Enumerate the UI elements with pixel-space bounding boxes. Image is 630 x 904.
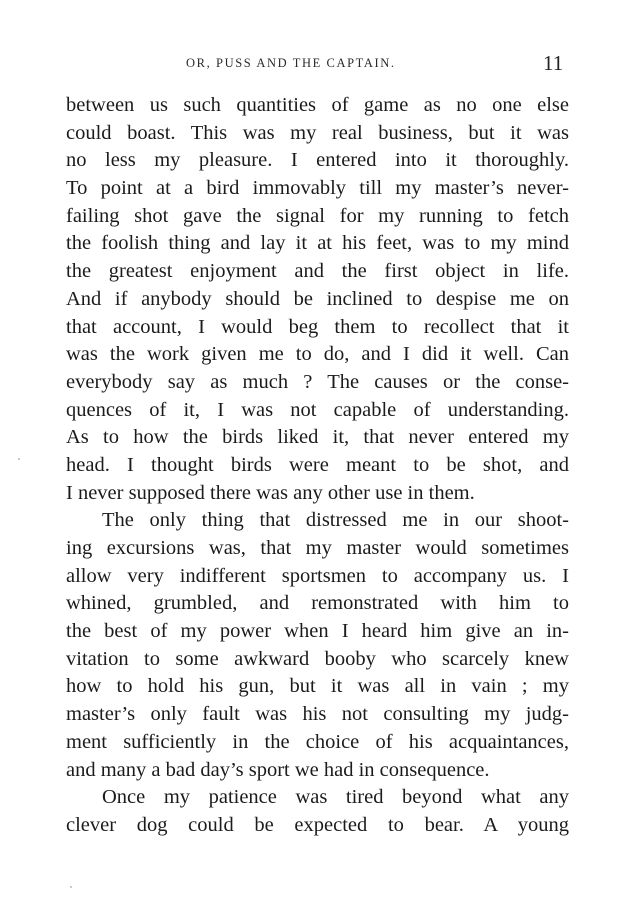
text-line: no less my pleasure. I entered into it thoroughly. xyxy=(66,149,569,172)
text-line: ing excursions was, that my master would sometimes xyxy=(66,537,569,559)
text-line: everybody say as much ? The causes or the conse- xyxy=(66,370,569,393)
text-line: the greatest enjoyment and the first object in life. xyxy=(66,260,569,283)
text-line: was the work given me to do, and I did it well. Can xyxy=(66,343,569,366)
paragraph-start-line: The only thing that distressed me in our shoot- xyxy=(102,509,569,532)
running-head xyxy=(0,51,630,75)
text-line: vitation to some awkward booby who scarcely knew xyxy=(66,647,569,670)
text-line: allow very indifferent sportsmen to accompany us. I xyxy=(66,564,569,587)
text-line: quences of it, I was not capable of understanding. xyxy=(66,398,569,421)
text-line: head. I thought birds were meant to be shot, and xyxy=(66,453,569,476)
text-line: And if anybody should be inclined to despise me on xyxy=(66,287,569,310)
text-line: I never supposed there was any other use in them. xyxy=(66,481,475,504)
running-head-title: OR, PUSS AND THE CAPTAIN. xyxy=(186,56,396,70)
paragraph-start-line: Once my patience was tired beyond what any xyxy=(102,786,569,809)
text-line: the best of my power when I heard him give an in- xyxy=(66,620,569,643)
text-line: between us such quantities of game as no one else xyxy=(66,94,569,116)
text-line: whined, grumbled, and remonstrated with him to xyxy=(66,592,569,615)
paper-speck xyxy=(18,458,20,460)
paper-speck xyxy=(70,886,72,888)
text-line: master’s only fault was his not consulting my judg- xyxy=(66,703,569,726)
text-line: and many a bad day’s sport we had in consequence. xyxy=(66,758,490,781)
text-line: clever dog could be expected to bear. A young xyxy=(66,813,569,836)
text-line: the foolish thing and lay it at his feet, was to my mind xyxy=(66,232,569,255)
text-line: To point at a bird immovably till my master’s never- xyxy=(66,177,569,200)
text-line: ment sufficiently in the choice of his acquaintances, xyxy=(66,730,569,753)
text-line: As to how the birds liked it, that never entered my xyxy=(66,426,569,449)
text-line: could boast. This was my real business, but it was xyxy=(66,121,569,144)
text-line: that account, I would beg them to recollect that it xyxy=(66,315,569,338)
body-text xyxy=(66,92,569,840)
page-number: 11 xyxy=(543,51,564,75)
text-line: how to hold his gun, but it was all in vain ; my xyxy=(66,675,569,698)
text-line: failing shot gave the signal for my running to fetch xyxy=(66,204,569,227)
